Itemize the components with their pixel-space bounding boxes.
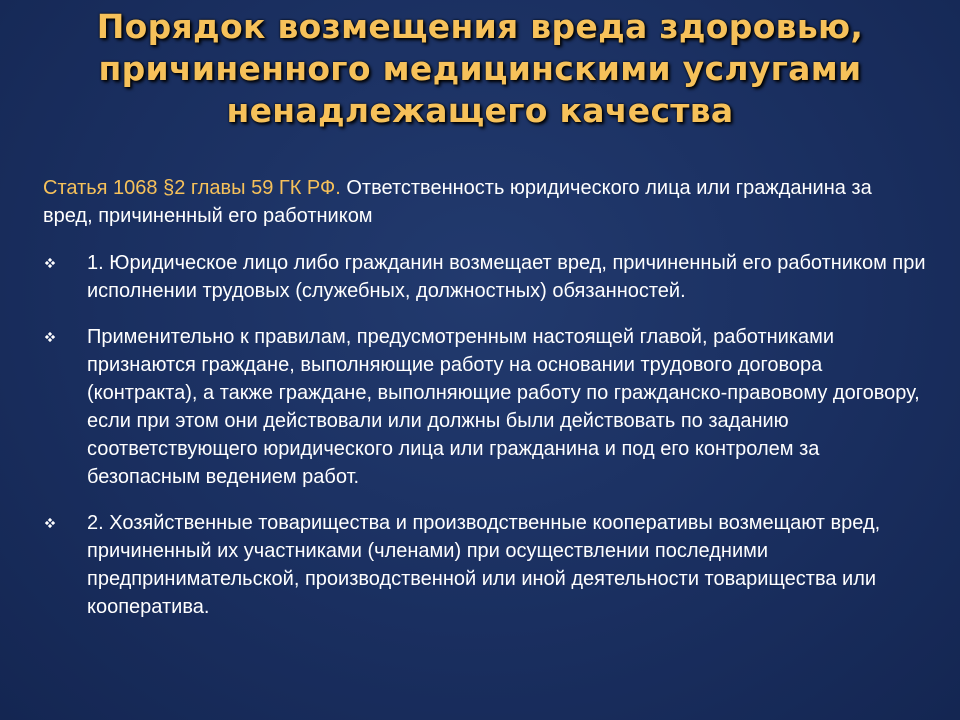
- title-line-1: Порядок возмещения вреда здоровью,: [96, 7, 864, 46]
- list-item-text: Применительно к правилам, предусмотренным настоящей главой, работниками признаются граждане, выполняющие работу на основании трудового договора (контракта), а также граждане, выполняющие работу по гражданско-правовому договору, если при этом они действовали или должны были действовать по заданию соответствующего юридического лица или гражданина и под его контролем за безопасным ведением работ.: [87, 326, 920, 488]
- four-diamond-bullet-icon: [45, 518, 55, 528]
- intro-paragraph: [43, 174, 923, 230]
- list-item: [43, 249, 937, 305]
- four-diamond-bullet-icon: [45, 332, 55, 342]
- title-line-2: причиненного медицинскими услугами: [98, 49, 862, 88]
- list-item-text: 2. Хозяйственные товарищества и производственные кооперативы возмещают вред, причиненный их участниками (членами) при осуществлении последними предпринимательской, производственной или иной деятельности товарищества или кооператива.: [87, 512, 881, 618]
- intro-text: Ответственность юридического лица или гражданина за вред, причиненный его работником: [43, 177, 872, 227]
- article-reference: Статья 1068 §2 главы 59 ГК РФ.: [43, 177, 341, 199]
- slide-title: [60, 6, 900, 132]
- list-item: [43, 323, 937, 491]
- list-item-text: 1. Юридическое лицо либо гражданин возмещает вред, причиненный его работником при исполнении трудовых (служебных, должностных) обязанностей.: [87, 252, 926, 302]
- title-line-3: ненадлежащего качества: [226, 91, 734, 130]
- four-diamond-bullet-icon: [45, 258, 55, 268]
- slide-content: [43, 174, 933, 639]
- list-item: [43, 509, 937, 621]
